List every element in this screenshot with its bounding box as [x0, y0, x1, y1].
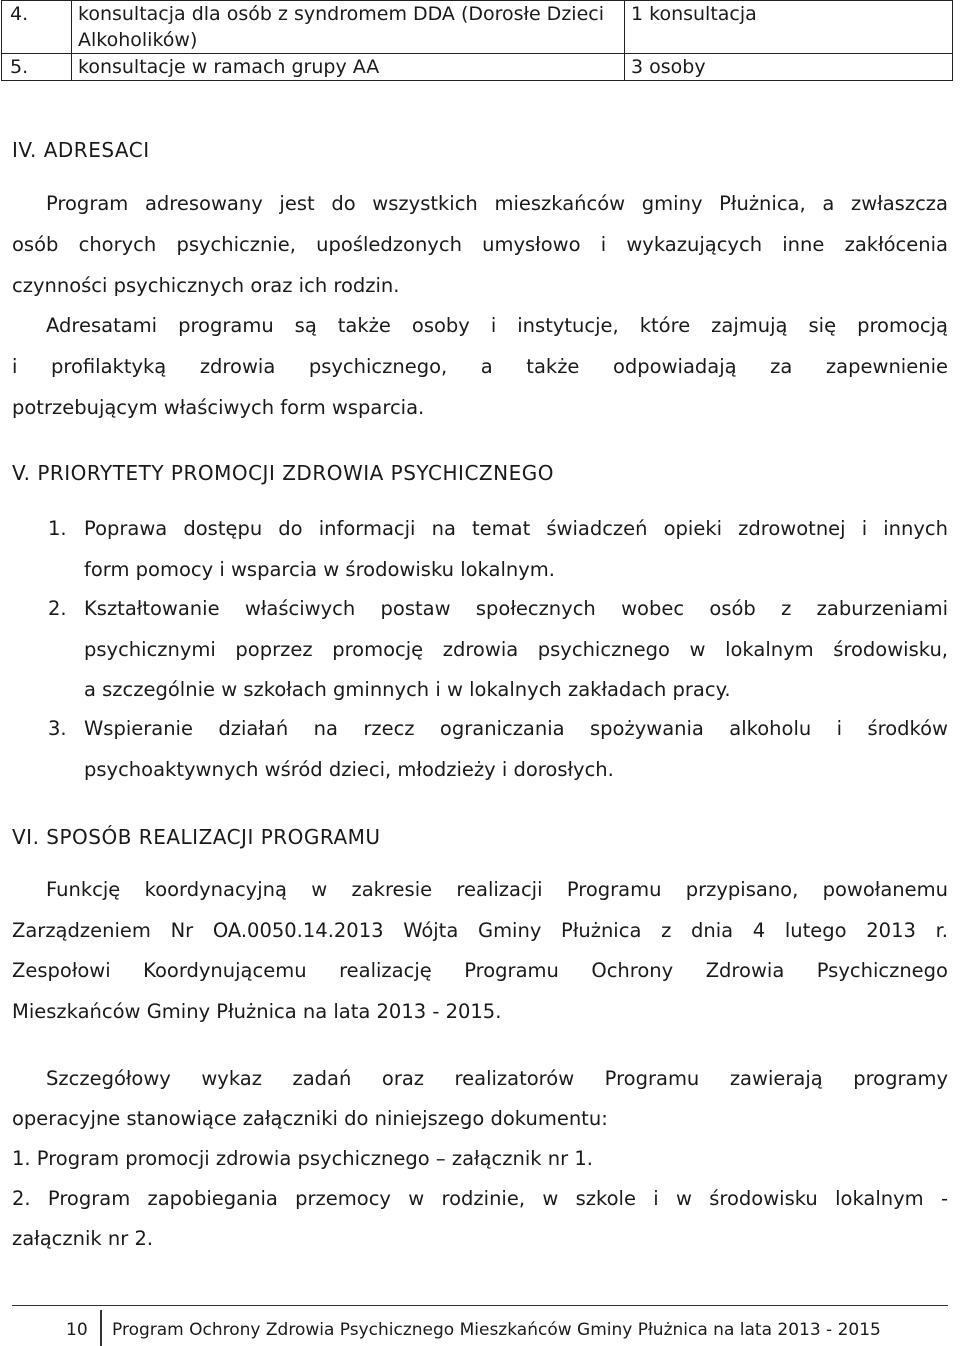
list-item-number: 1. [48, 517, 67, 540]
paragraph-line: Zespołowi Koordynującemu realizację Programu Ochrony Zdrowia Psychicznego [12, 959, 948, 982]
list-item-line: psychicznymi poprzez promocję zdrowia psychicznego w lokalnym środowisku, [84, 638, 948, 661]
list-item-line: Wspieranie działań na rzecz ograniczania spożywania alkoholu i środków [84, 717, 948, 740]
list-item-line: form pomocy i wsparcia w środowisku lokalnym. [84, 558, 555, 581]
section-heading-priorytety: V. PRIORYTETY PROMOCJI ZDROWIA PSYCHICZNEGO [12, 461, 554, 485]
annex-list-item: załącznik nr 2. [12, 1227, 154, 1250]
list-item-line: a szczególnie w szkołach gminnych i w lokalnych zakładach pracy. [84, 678, 731, 701]
paragraph-line: Adresatami programu są także osoby i instytucje, które zajmują się promocją [46, 314, 948, 337]
row-value: 1 konsultacja [625, 1, 953, 54]
row-value: 3 osoby [625, 54, 953, 81]
annex-list-item: 1. Program promocji zdrowia psychicznego – załącznik nr 1. [12, 1147, 593, 1170]
section-heading-sposob-realizacji: VI. SPOSÓB REALIZACJI PROGRAMU [12, 825, 381, 849]
paragraph-line: potrzebującym właściwych form wsparcia. [12, 396, 425, 419]
page-number: 10 [66, 1320, 88, 1340]
section-heading-adresaci: IV. ADRESACI [12, 138, 150, 162]
list-item-number: 3. [48, 717, 67, 740]
paragraph-line: osób chorych psychicznie, upośledzonych umysłowo i wykazujących inne zakłócenia [12, 233, 948, 256]
row-description: konsultacje w ramach grupy AA [72, 54, 625, 81]
paragraph-line: Zarządzeniem Nr OA.0050.14.2013 Wójta Gminy Płużnica z dnia 4 lutego 2013 r. [12, 919, 948, 942]
paragraph-line: czynności psychicznych oraz ich rodzin. [12, 274, 400, 297]
paragraph-line: i profilaktyką zdrowia psychicznego, a także odpowiadają za zapewnienie [12, 355, 948, 378]
list-item-line: Poprawa dostępu do informacji na temat świadczeń opieki zdrowotnej i innych [84, 517, 948, 540]
paragraph-line: Funkcję koordynacyjną w zakresie realizacji Programu przypisano, powołanemu [46, 878, 948, 901]
paragraph-line: Szczegółowy wykaz zadań oraz realizatorów Programu zawierają programy [46, 1067, 948, 1090]
row-description: konsultacja dla osób z syndromem DDA (Dorosłe Dzieci Alkoholików) [72, 1, 625, 54]
list-item-number: 2. [48, 597, 67, 620]
consultations-table [1, 0, 953, 81]
annex-list-item: 2. Program zapobiegania przemocy w rodzinie, w szkole i w środowisku lokalnym - [12, 1187, 948, 1210]
table-row [2, 54, 953, 81]
row-number: 4. [2, 1, 72, 54]
footer-text: Program Ochrony Zdrowia Psychicznego Mieszkańców Gminy Płużnica na lata 2013 - 2015 [112, 1320, 881, 1340]
paragraph-line: Program adresowany jest do wszystkich mieszkańców gminy Płużnica, a zwłaszcza [46, 192, 948, 215]
list-item-line: Kształtowanie właściwych postaw społecznych wobec osób z zaburzeniami [84, 597, 948, 620]
list-item-line: psychoaktywnych wśród dzieci, młodzieży i dorosłych. [84, 758, 614, 781]
footer-separator [100, 1310, 102, 1346]
table-row [2, 1, 953, 54]
paragraph-line: Mieszkańców Gminy Płużnica na lata 2013 - 2015. [12, 1000, 502, 1023]
footer-rule [12, 1305, 948, 1306]
row-number: 5. [2, 54, 72, 81]
paragraph-line: operacyjne stanowiące załączniki do niniejszego dokumentu: [12, 1107, 608, 1130]
